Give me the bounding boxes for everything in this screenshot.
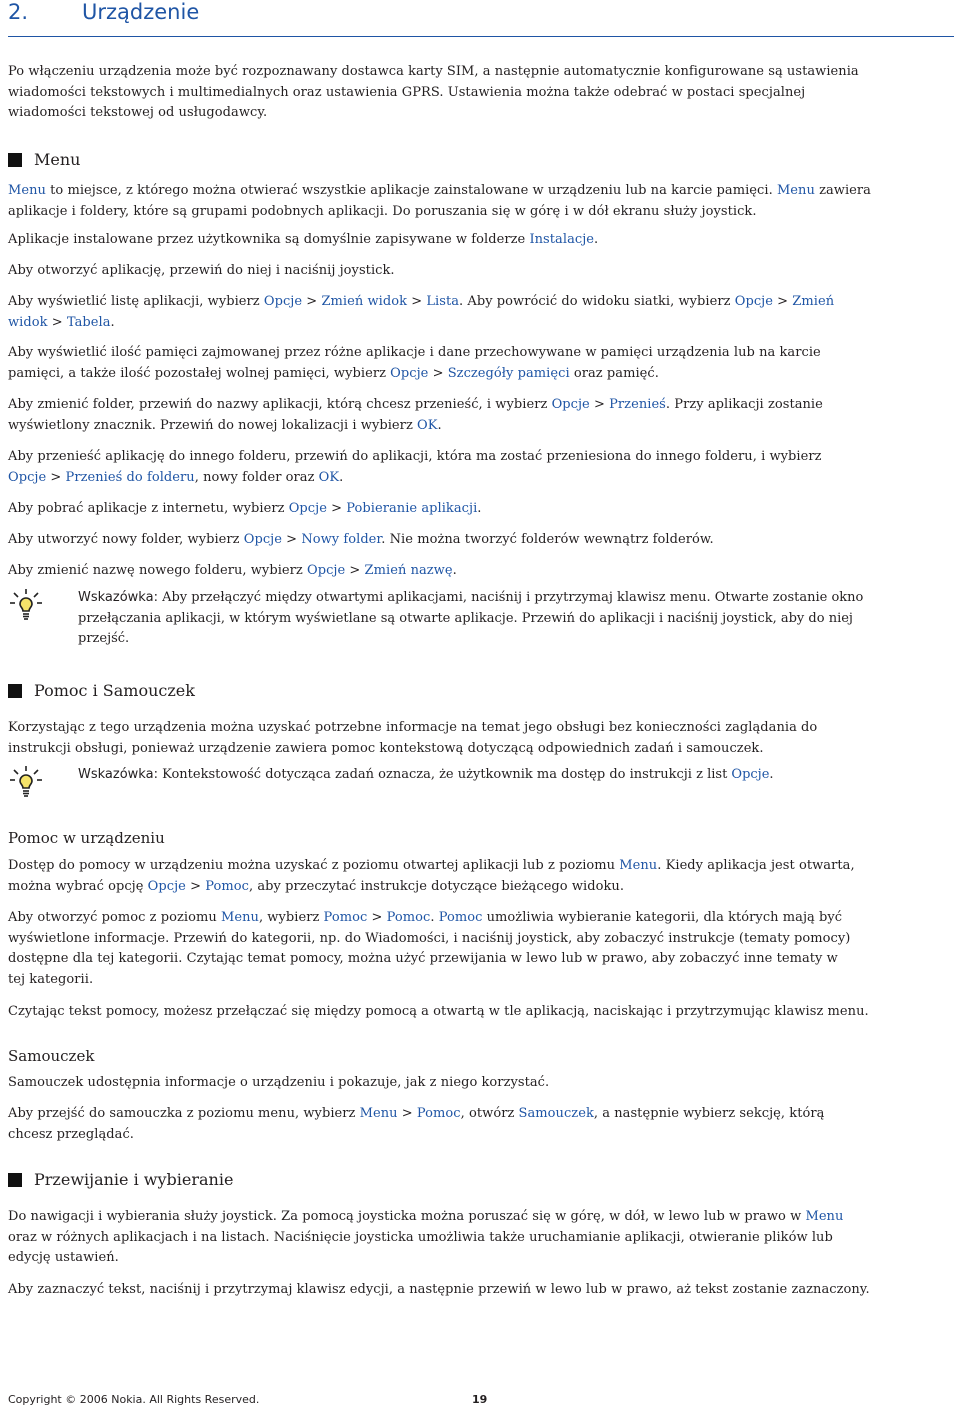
help-sub1-paragraph-2 [8,908,954,990]
link-przenies[interactable]: Przenieś [609,397,666,412]
text-run: > [589,397,610,412]
text-run: oraz pamięć. [569,365,659,381]
text-run: umożliwia wybieranie kategorii, dla których mają być [482,910,843,925]
intro-paragraph [8,62,954,124]
text-run: , aby przeczytać instrukcje dotyczące bieżącego widoku. [248,878,625,894]
link-opcje[interactable]: Opcje [147,878,186,894]
text-line: Samouczek udostępnia informacje o urządzeniu i pokazuje, jak z niego korzystać. [8,1075,550,1090]
text-run: Aby zmienić folder, przewiń do nazwy aplikacji, którą chcesz przenieść, i wybierz [8,397,552,412]
link-pomoc[interactable]: Pomoc [323,910,368,925]
text-run: > [345,563,365,578]
menu-paragraph-2 [8,230,954,251]
text-line: tej kategorii. [8,971,94,987]
text-run: wyświetlony znacznik. Przewiń do nowej lokalizacji i wybierz [8,417,418,433]
text-run: > [367,910,387,925]
link-pobieranie-aplikacji[interactable]: Pobieranie aplikacji [346,501,478,516]
chapter-number: 2. [8,0,29,24]
link-menu[interactable]: Menu [359,1106,398,1121]
page-number: 19 [472,1393,488,1406]
section-heading-text: Przewijanie i wybieranie [34,1170,234,1189]
link-zmien-nazwe[interactable]: Zmień nazwę [364,563,453,578]
link-instalacje[interactable]: Instalacje [529,232,595,247]
link-menu[interactable]: Menu [8,183,46,198]
text-line: wiadomości tekstowych i multimedialnych oraz ustawienia GPRS. Ustawienia można także odebrać w postaci specjalnej [8,84,806,100]
link-menu[interactable]: Menu [776,183,815,198]
help-sub2-paragraph-2 [8,1104,954,1145]
text-run: Aby przełączyć między otwartymi aplikacjami, naciśnij i przytrzymaj klawisz menu. Otwarte zostanie okno [157,590,864,605]
text-line: Czytając tekst pomocy, możesz przełączać się między pomocą a otwartą w tle aplikacją, naciskając i przytrzymując klawisz menu. [8,1004,869,1019]
text-line: Aby przenieść aplikację do innego folderu, przewiń do aplikacji, która ma zostać przeniesiona do innego folderu, i wybierz [8,449,822,464]
section-heading-text: Menu [34,150,81,169]
text-run: . [594,232,599,247]
text-line: chcesz przeglądać. [8,1126,134,1142]
text-line: przejść. [78,631,130,646]
link-zmien-widok[interactable]: Zmień widok [321,294,408,309]
link-widok[interactable]: widok [8,314,48,330]
link-samouczek[interactable]: Samouczek [518,1106,594,1121]
help-sub2-paragraph-1 [8,1073,954,1094]
link-ok[interactable]: OK [318,469,340,485]
lightbulb-icon [10,588,42,622]
text-run: > [302,294,322,309]
square-bullet-icon [8,153,22,167]
text-run: Do nawigacji i wybierania służy joystick. Za pomocą joysticka można poruszać się w górę, w dół, w lewo lub w prawo w [8,1209,806,1224]
text-run: pamięci, a także ilość pozostałej wolnej pamięci, wybierz [8,365,391,381]
text-run: Aplikacje instalowane przez użytkownika są domyślnie zapisywane w folderze [8,232,530,247]
text-run: . Nie można tworzyć folderów wewnątrz folderów. [381,532,714,547]
subheading-pomoc-w-urzadzeniu: Pomoc w urządzeniu [8,829,165,847]
chapter-title: Urządzenie [82,0,200,24]
subheading-samouczek: Samouczek [8,1047,95,1065]
text-line: wyświetlone informacje. Przewiń do kategorii, np. do Wiadomości, i naciśnij joystick, aby zobaczyć instrukcje (tematy pomocy) [8,930,851,946]
tip-label: Wskazówka: [78,767,158,782]
help-paragraph-1 [8,718,954,759]
link-menu[interactable]: Menu [619,858,658,873]
link-tabela[interactable]: Tabela [66,314,111,330]
text-run: . [110,314,115,330]
text-run: . [437,417,442,433]
help-sub1-paragraph-3 [8,1002,954,1023]
link-menu[interactable]: Menu [805,1209,844,1224]
text-run: > [428,365,448,381]
link-opcje[interactable]: Opcje [8,469,47,485]
link-opcje[interactable]: Opcje [263,294,303,309]
text-run: > [772,294,793,309]
text-run: > [397,1106,417,1121]
link-ok[interactable]: OK [417,417,438,433]
scroll-paragraph-1 [8,1207,954,1269]
text-line: przełączania aplikacji, w którym wyświetlane są otwarte aplikacje. Przewiń do aplikacji i naciśnij joystick, aby do niej [78,610,853,626]
link-opcje[interactable]: Opcje [307,563,346,578]
text-run: Aby utworzyć nowy folder, wybierz [8,532,244,547]
text-run: Aby przejść do samouczka z poziomu menu, wybierz [8,1106,360,1121]
text-run: Aby otworzyć pomoc z poziomu [8,910,221,925]
text-run: Kontekstowość dotycząca zadań oznacza, że użytkownik ma dostęp do instrukcji z list [157,767,732,782]
link-szczegoly-pamieci[interactable]: Szczegóły pamięci [447,365,570,381]
text-run: > [185,878,206,894]
text-run: . [769,767,774,782]
text-run: Dostęp do pomocy w urządzeniu można uzyskać z poziomu otwartej aplikacji lub z poziomu [8,858,620,873]
text-run: zawiera [814,183,871,198]
text-line: wiadomości tekstowej od usługodawcy. [8,105,268,120]
text-run: Aby zmienić nazwę nowego folderu, wybierz [8,563,307,578]
text-run: , nowy folder oraz [194,469,319,485]
link-opcje[interactable]: Opcje [288,501,327,516]
text-line: Po włączeniu urządzenia może być rozpoznawany dostawca karty SIM, a następnie automatycznie konfigurowane są ustawienia [8,64,859,79]
link-zmien[interactable]: Zmień [792,294,835,309]
square-bullet-icon [8,1173,22,1187]
link-opcje[interactable]: Opcje [734,294,773,309]
link-opcje[interactable]: Opcje [243,532,282,547]
menu-paragraph-10 [8,561,954,582]
text-run: Aby pobrać aplikacje z internetu, wybierz [8,501,289,516]
text-run: Aby wyświetlić listę aplikacji, wybierz [8,294,264,309]
menu-paragraph-1 [8,181,954,222]
text-run: , wybierz [258,910,324,925]
scroll-paragraph-2 [8,1280,954,1301]
text-line: Aby otworzyć aplikację, przewiń do niej i naciśnij joystick. [8,263,395,278]
text-line: dostępne dla tej kategorii. Czytając temat pomocy, można użyć przewijania w lewo lub w prawo, aby zobaczyć inne tematy w [8,951,838,966]
link-pomoc[interactable]: Pomoc [416,1106,461,1121]
text-run: . [430,910,439,925]
link-menu[interactable]: Menu [220,910,259,925]
tip-label: Wskazówka: [78,590,158,605]
text-run: . Kiedy aplikacja jest otwarta, [657,858,855,873]
menu-paragraph-5 [8,343,954,384]
link-opcje[interactable]: Opcje [731,767,770,782]
square-bullet-icon [8,684,22,698]
menu-paragraph-7 [8,447,954,488]
text-run: , a następnie wybierz sekcję, którą [593,1106,825,1121]
text-run: > [407,294,427,309]
text-run: . [477,501,482,516]
link-lista[interactable]: Lista [426,294,460,309]
link-nowy-folder[interactable]: Nowy folder [301,532,382,547]
text-run: . [339,469,344,485]
menu-paragraph-4 [8,292,954,333]
link-pomoc[interactable]: Pomoc [386,910,431,925]
section-heading-text: Pomoc i Samouczek [34,681,195,700]
text-line: Aby zaznaczyć tekst, naciśnij i przytrzymaj klawisz edycji, a następnie przewiń w lewo lub w prawo, aż tekst zostanie zaznaczony. [8,1282,870,1297]
text-run: , otwórz [460,1106,519,1121]
menu-paragraph-9 [8,530,954,551]
text-run: . [452,563,457,578]
text-run: > [326,501,347,516]
menu-paragraph-3 [8,261,954,282]
link-opcje[interactable]: Opcje [551,397,590,412]
text-line: instrukcji obsługi, ponieważ urządzenie zawiera pomoc kontekstową dotyczącą odpowiednich zadań i samouczek. [8,740,764,756]
menu-paragraph-8 [8,499,954,520]
menu-paragraph-6 [8,395,954,436]
text-run: to miejsce, z którego można otwierać wszystkie aplikacje zainstalowane w urządzeniu lub na karcie pamięci. [45,183,777,198]
link-przenies-do-folderu[interactable]: Przenieś do folderu [65,469,195,485]
copyright-text: Copyright © 2006 Nokia. All Rights Reserved. [8,1393,260,1406]
text-line: oraz w różnych aplikacjach i na listach. Naciśnięcie joysticka umożliwia także uruchamianie aplikacji, otwieranie plików lub [8,1229,833,1245]
link-opcje[interactable]: Opcje [390,365,429,381]
text-line: Korzystając z tego urządzenia można uzyskać potrzebne informacje na temat jego obsługi bez konieczności zaglądania do [8,720,818,735]
text-line: aplikacje i foldery, które są grupami podobnych aplikacji. Do poruszania się w górę i w dół ekranu służy joystick. [8,203,757,219]
link-pomoc[interactable]: Pomoc [438,910,483,925]
text-line: Aby wyświetlić ilość pamięci zajmowanej przez różne aplikacje i dane przechowywane w pamięci urządzenia lub na karcie [8,345,821,360]
text-run: . Aby powrócić do widoku siatki, wybierz [459,294,735,309]
text-run: można wybrać opcję [8,878,148,894]
chapter-header [8,0,954,37]
text-run: . Przy aplikacji zostanie [665,397,823,412]
text-run: > [282,532,302,547]
text-run: > [46,469,66,485]
text-line: edycję ustawień. [8,1250,119,1265]
link-pomoc[interactable]: Pomoc [205,878,249,894]
lightbulb-icon [10,765,42,799]
help-sub1-paragraph-1 [8,856,954,897]
text-run: > [47,314,67,330]
